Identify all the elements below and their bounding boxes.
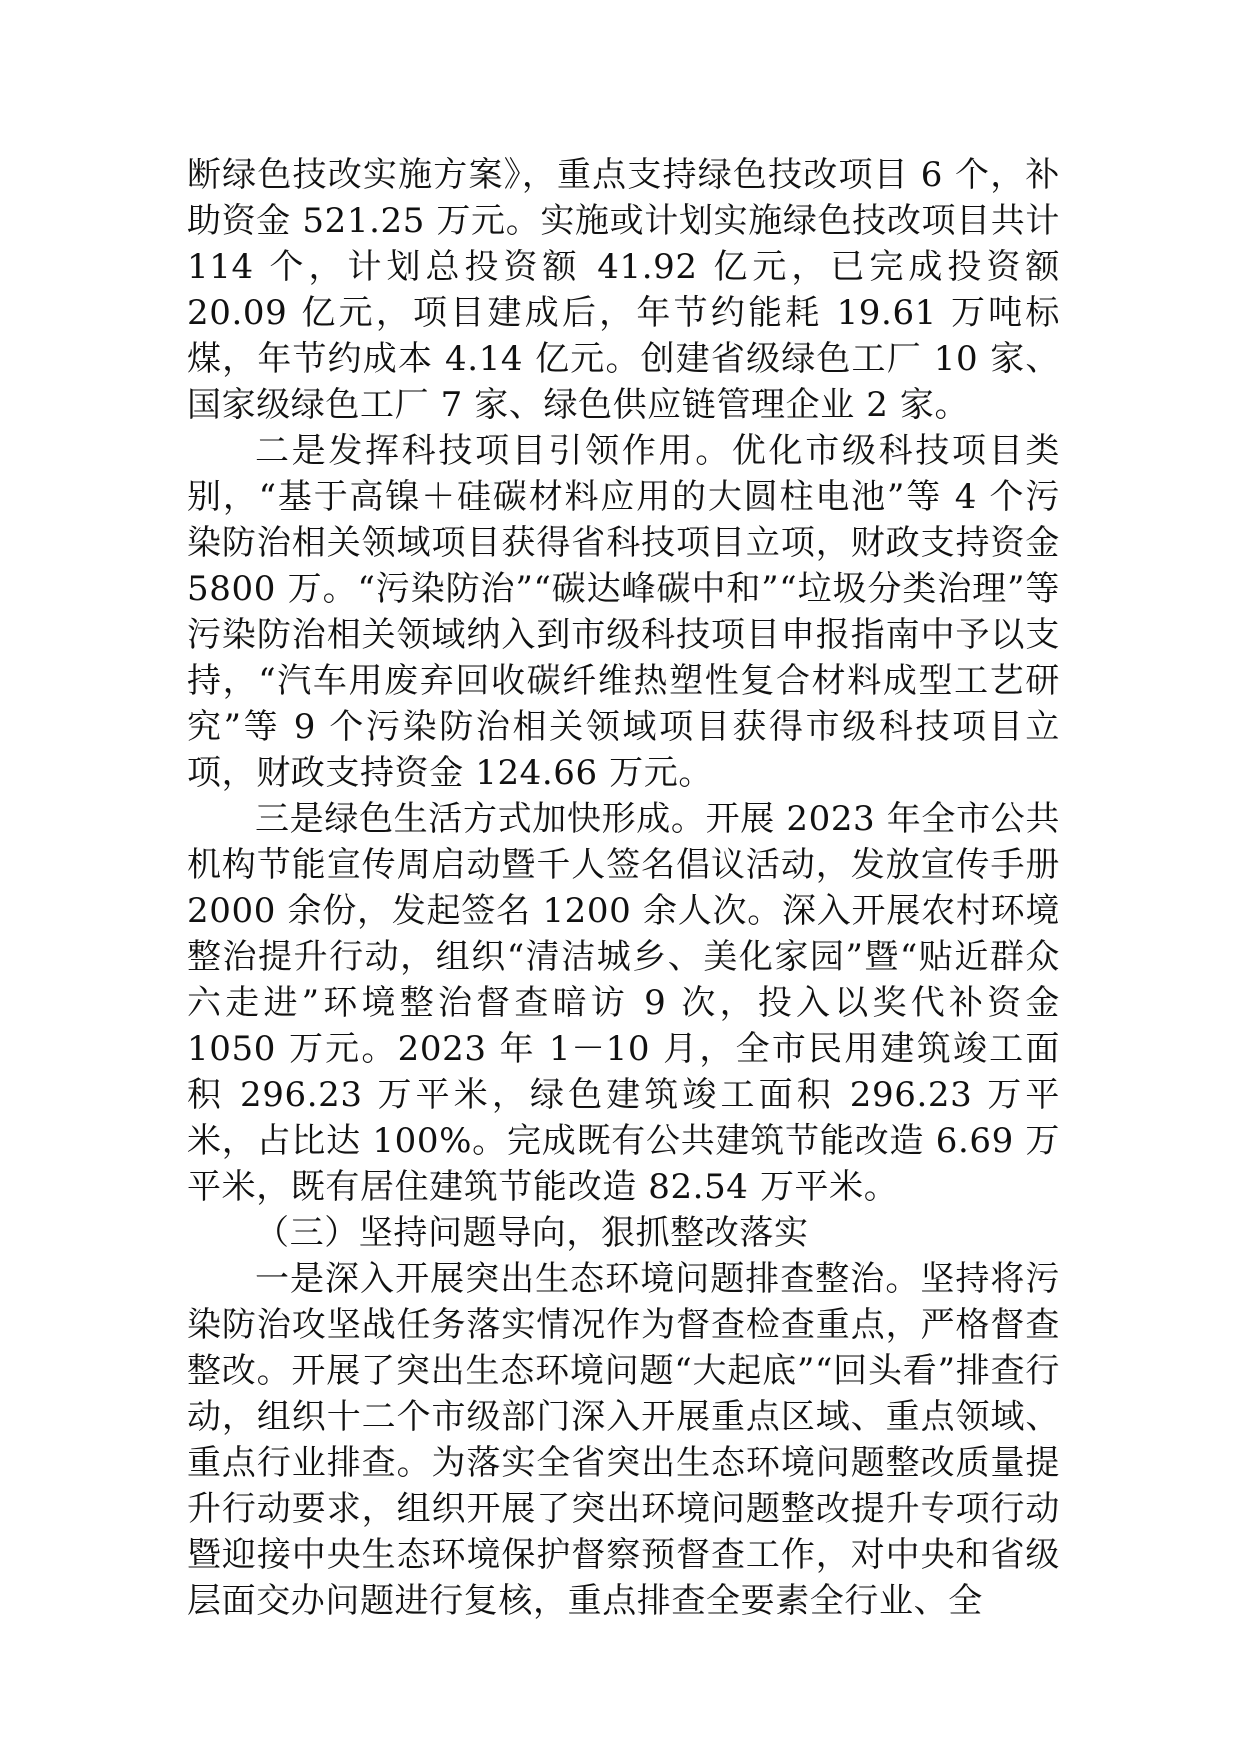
paragraph-green-lifestyle: 三是绿色生活方式加快形成。开展 2023 年全市公共机构节能宣传周启动暨千人签名倡议活动，发放宣传手册 2000 余份，发起签名 1200 余人次。深入开展农村环境整治提升行动，组织“清洁城乡、美化家园”暨“贴近群众六走进”环境整治督查暗访 9 次，投入以奖代补资金 1050 万元。2023 年 1－10 月，全市民用建筑竣工面积 296.23 万平米，绿色建筑竣工面积 296.23 万平米，占比达 100%。完成既有公共建筑节能改造 6.69 万平米，既有居住建筑节能改造 82.54 万平米。: [187, 799, 1060, 1207]
paragraph-problem-rectification: 一是深入开展突出生态环境问题排查整治。坚持将污染防治攻坚战任务落实情况作为督查检查重点，严格督查整改。开展了突出生态环境问题“大起底”“回头看”排查行动，组织十二个市级部门深入开展重点区域、重点领域、重点行业排查。为落实全省突出生态环境问题整改质量提升行动要求，组织开展了突出环境问题整改提升专项行动暨迎接中央生态环境保护督察预督查工作，对中央和省级层面交办问题进行复核，重点排查全要素全行业、全: [187, 1259, 1060, 1621]
document-body: [187, 152, 1060, 1624]
section-heading: （三）坚持问题导向，狠抓整改落实: [255, 1213, 809, 1253]
paragraph-continued: 断绿色技改实施方案》，重点支持绿色技改项目 6 个，补助资金 521.25 万元。实施或计划实施绿色技改项目共计 114 个，计划总投资额 41.92 亿元，已完成投资额 20.09 亿元，项目建成后，年节约能耗 19.61 万吨标煤，年节约成本 4.14 亿元。创建省级绿色工厂 10 家、国家级绿色工厂 7 家、绿色供应链管理企业 2 家。: [187, 155, 1060, 425]
paragraph-tech-projects: 二是发挥科技项目引领作用。优化市级科技项目类别，“基于高镍＋硅碳材料应用的大圆柱电池”等 4 个污染防治相关领域项目获得省科技项目立项，财政支持资金 5800 万。“污染防治”“碳达峰碳中和”“垃圾分类治理”等污染防治相关领域纳入到市级科技项目申报指南中予以支持，“汽车用废弃回收碳纤维热塑性复合材料成型工艺研究”等 9 个污染防治相关领域项目获得市级科技项目立项，财政支持资金 124.66 万元。: [187, 431, 1060, 793]
